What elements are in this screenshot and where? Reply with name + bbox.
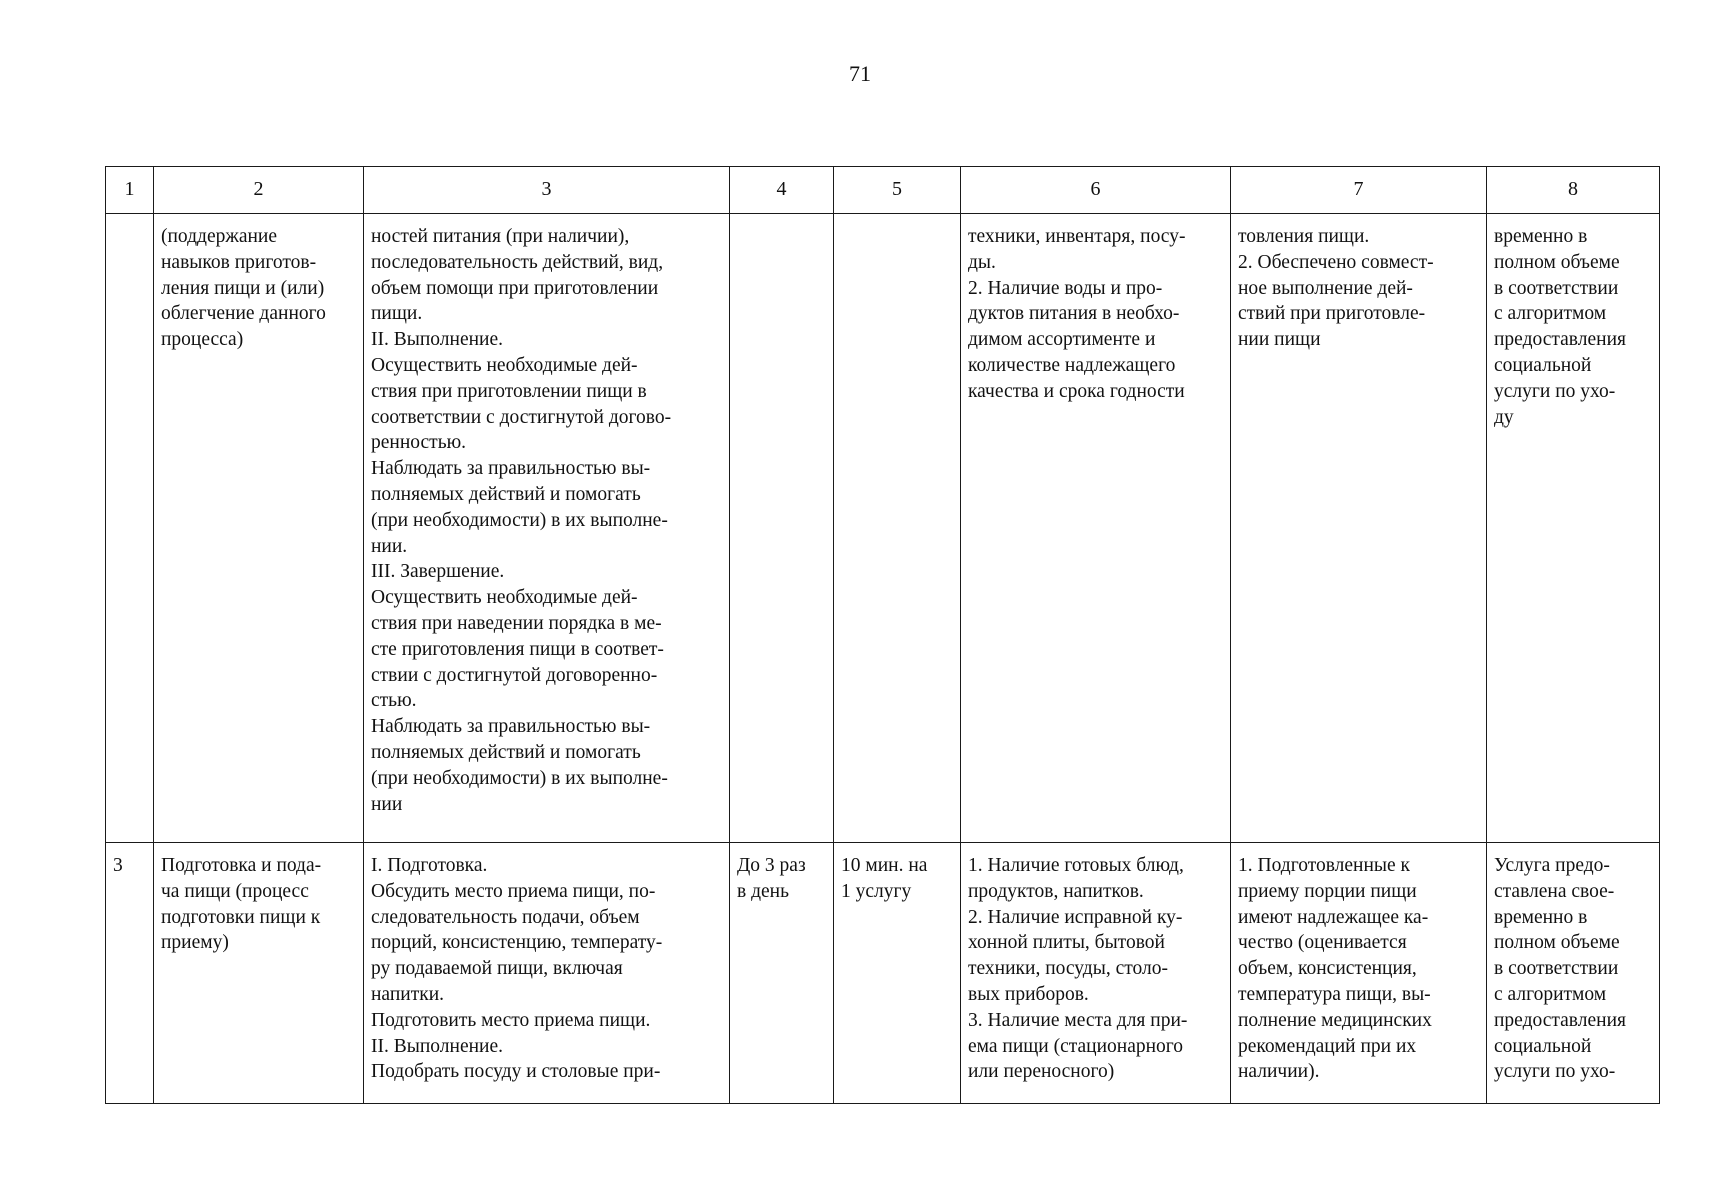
evaluation-cell: временно в полном объеме в соответствии с алгоритмом предоставления социальной услуги по ухо- ду bbox=[1487, 214, 1660, 843]
quality-indicators-cell: товления пищи. 2. Обеспечено совмест- ное выполнение дей- ствий при приготовле- нии пищи bbox=[1231, 214, 1487, 843]
table-header-row bbox=[106, 167, 1660, 214]
evaluation-cell: Услуга предо- ставлена свое- временно в полном объеме в соответствии с алгоритмом предоставления социальной услуги по ухо- bbox=[1487, 843, 1660, 1104]
service-name-cell: Подготовка и пода- ча пищи (процесс подготовки пищи к приему) bbox=[154, 843, 364, 1104]
table-row bbox=[106, 843, 1660, 1104]
column-header: 2 bbox=[154, 167, 364, 214]
table-row bbox=[106, 214, 1660, 843]
service-description-cell: ностей питания (при наличии), последовательность действий, вид, объем помощи при приготовлении пищи. II. Выполнение. Осуществить необходимые дей- ствия при приготовлении пищи в соответствии с достигнутой догово- ренностью. Наблюдать за правильностью вы- полняемых действий и помогать (при необходимости) в их выполне- нии. III. Завершение. Осуществить необходимые дей- ствия при наведении порядка в ме- сте приготовления пищи в соответ- ствии с достигнутой договоренно- стью. Наблюдать за правильностью вы- полняемых действий и помогать (при необходимости) в их выполне- нии bbox=[364, 214, 730, 843]
column-header: 7 bbox=[1231, 167, 1487, 214]
service-name-cell: (поддержание навыков приготов- ления пищи и (или) облегчение данного процесса) bbox=[154, 214, 364, 843]
column-header: 5 bbox=[834, 167, 961, 214]
column-header: 1 bbox=[106, 167, 154, 214]
services-table bbox=[105, 166, 1660, 1104]
service-description-cell: I. Подготовка. Обсудить место приема пищи, по- следовательность подачи, объем порций, консистенцию, температу- ру подаваемой пищи, включая напитки. Подготовить место приема пищи. II. Выполнение. Подобрать посуду и столовые при- bbox=[364, 843, 730, 1104]
page-number: 71 bbox=[849, 61, 871, 86]
quality-indicators-cell: 1. Подготовленные к приему порции пищи имеют надлежащее ка- чество (оценивается объем, консистенция, температура пищи, вы- полнение медицинских рекомендаций при их наличии). bbox=[1231, 843, 1487, 1104]
column-header: 3 bbox=[364, 167, 730, 214]
row-number-cell: 3 bbox=[106, 843, 154, 1104]
duration-cell: 10 мин. на 1 услугу bbox=[834, 843, 961, 1104]
frequency-cell bbox=[730, 214, 834, 843]
frequency-cell: До 3 раз в день bbox=[730, 843, 834, 1104]
conditions-cell: техники, инвентаря, посу- ды. 2. Наличие воды и про- дуктов питания в необхо- димом ассортименте и количестве надлежащего качества и срока годности bbox=[961, 214, 1231, 843]
row-number-cell bbox=[106, 214, 154, 843]
duration-cell bbox=[834, 214, 961, 843]
column-header: 4 bbox=[730, 167, 834, 214]
conditions-cell: 1. Наличие готовых блюд, продуктов, напитков. 2. Наличие исправной ку- хонной плиты, бытовой техники, посуды, столо- вых приборов. 3. Наличие места для при- ема пищи (стационарного или переносного) bbox=[961, 843, 1231, 1104]
column-header: 6 bbox=[961, 167, 1231, 214]
column-header: 8 bbox=[1487, 167, 1660, 214]
